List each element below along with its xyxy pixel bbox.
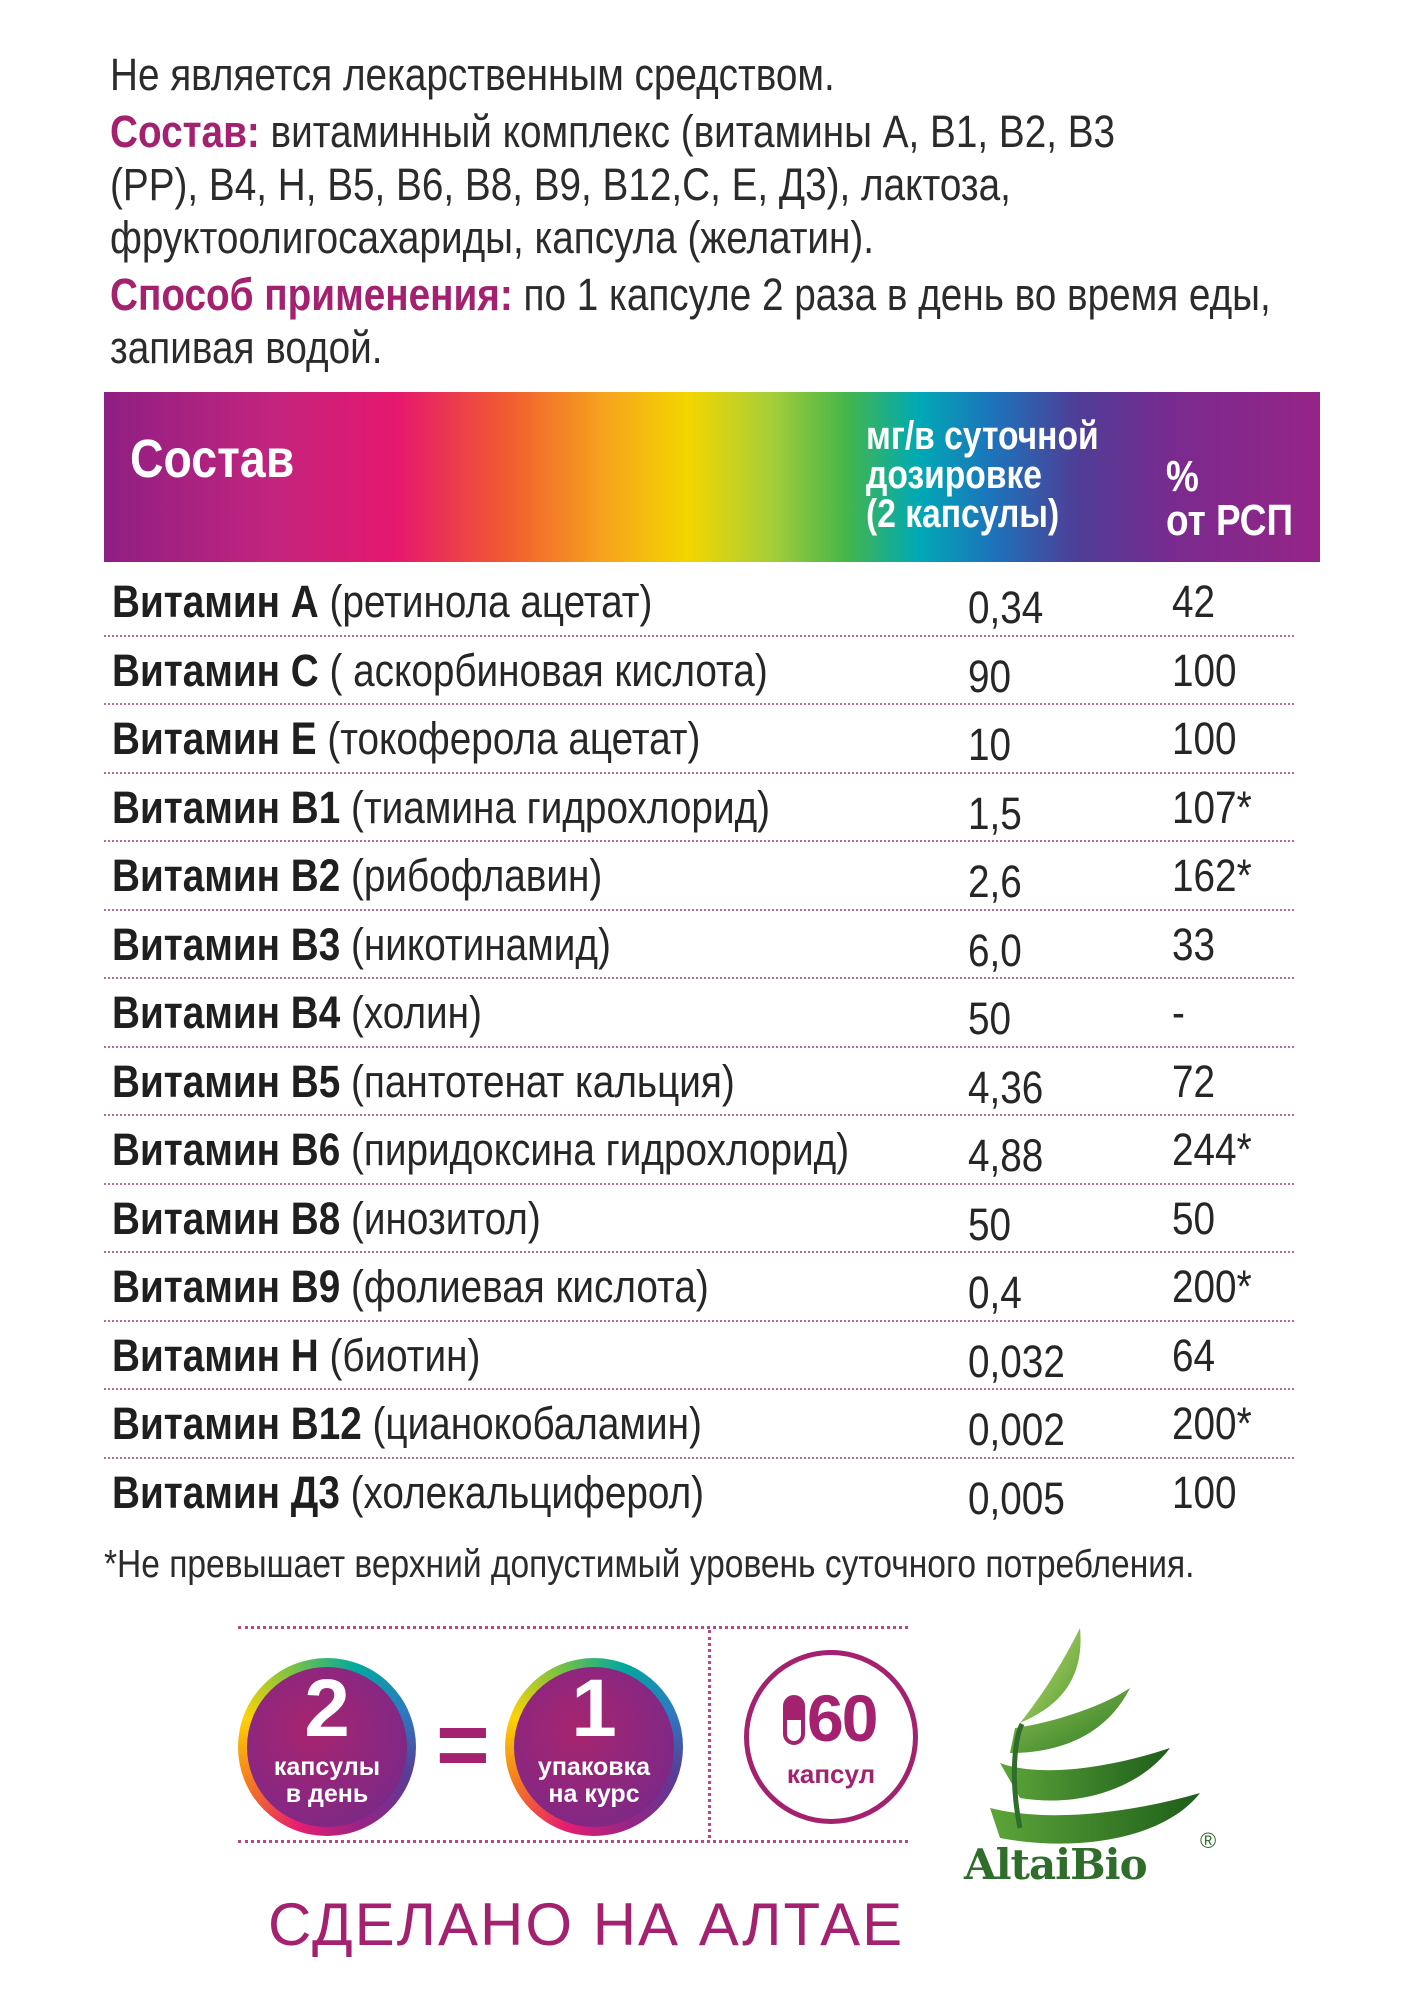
vitamin-form: (ретинола ацетат) (318, 576, 653, 627)
vitamin-form: (фолиевая кислота) (340, 1261, 709, 1312)
daily-dose-line: в день (285, 1780, 369, 1808)
vitamin-name: Витамин Е (112, 713, 317, 764)
vitamin-name: Витамин В4 (112, 987, 341, 1038)
intro-text (110, 48, 1350, 374)
dose-mg: 0,002 (968, 1404, 1065, 1455)
usage-line-2: запивая водой. (110, 322, 383, 373)
composition-label: Состав: (110, 106, 260, 157)
rsp-percent: 244* (1172, 1124, 1252, 1175)
usage-label: Способ применения: (110, 269, 513, 320)
vitamin-name: Витамин В6 (112, 1124, 341, 1175)
course-line: на курс (548, 1780, 640, 1808)
vitamin-name: Витамин В12 (112, 1398, 362, 1449)
dose-mg: 10 (968, 719, 1012, 770)
brand-name: AltaiBio (964, 1840, 1147, 1889)
table-row (104, 1048, 1294, 1117)
rsp-percent: 200* (1172, 1261, 1252, 1312)
vitamin-cell (112, 850, 602, 902)
header-mg-line: мг/в суточной (866, 414, 1099, 458)
table-row (104, 1253, 1294, 1322)
vitamin-name: Витамин В3 (112, 918, 341, 970)
capsule-icon (783, 1695, 805, 1745)
composition-text-1: витаминный комплекс (витамины А, В1, В2, В3 (270, 106, 1116, 157)
table-row (104, 1390, 1294, 1459)
vitamin-name: Витамин В9 (112, 1261, 341, 1312)
table-row (104, 1459, 1294, 1528)
header-mg-line: дозировке (866, 453, 1042, 497)
vitamin-form: (цианокобаламин) (361, 1398, 702, 1449)
table-row (104, 911, 1294, 980)
made-in-altai: СДЕЛАНО НА АЛТАЕ (268, 1891, 905, 1958)
dose-mg: 50 (968, 993, 1012, 1044)
vitamin-name: Витамин Н (112, 1329, 319, 1381)
divider (238, 1840, 908, 1843)
vitamin-form: (никотинамид) (340, 918, 611, 970)
table-row (104, 842, 1294, 911)
capsule-count-number: 60 (807, 1681, 877, 1755)
vitamin-name: Витамин В2 (112, 850, 341, 901)
table-row (104, 774, 1294, 843)
table-header (104, 392, 1320, 562)
course-text (505, 1754, 683, 1808)
capsule-count-label: капсул (786, 1759, 876, 1789)
dose-mg: 90 (968, 650, 1012, 702)
capsule-count-badge (744, 1650, 918, 1824)
vitamin-cell (112, 1398, 702, 1450)
vitamin-form: (рибофлавин) (340, 850, 603, 901)
vitamin-name: Витамин С (112, 644, 319, 696)
rsp-percent: 72 (1172, 1055, 1216, 1107)
table-row (104, 1116, 1294, 1185)
dose-mg: 6,0 (968, 924, 1022, 976)
table-row (104, 979, 1294, 1048)
header-mg-line: (2 капсулы) (866, 492, 1060, 536)
registered-mark: ® (1200, 1828, 1217, 1853)
table-row (104, 568, 1294, 637)
vitamin-name: Витамин А (112, 576, 319, 627)
composition-line-1 (110, 105, 1176, 158)
vitamin-form: (токоферола ацетат) (316, 713, 701, 764)
footnote: *Не превышает верхний допустимый уровень суточного потребления. (104, 1543, 1195, 1586)
daily-dose-number: 2 (304, 1663, 350, 1754)
usage-line-1 (110, 268, 1271, 321)
vitamin-name: Витамин Д3 (112, 1466, 340, 1518)
vitamin-cell (112, 1330, 480, 1382)
rsp-percent: 50 (1172, 1192, 1216, 1244)
vitamin-name: Витамин В5 (112, 1055, 341, 1107)
vitamin-cell (112, 713, 700, 765)
table-row (104, 1322, 1294, 1391)
divider (708, 1630, 711, 1838)
table-row (104, 705, 1294, 774)
dose-mg: 4,88 (968, 1130, 1044, 1181)
vitamin-form: (тиамина гидрохлорид) (340, 781, 771, 833)
dose-mg: 0,4 (968, 1267, 1022, 1318)
composition-line-2: (РР), В4, Н, В5, В6, В8, В9, В12,С, Е, Д3), лактоза, (110, 159, 1011, 210)
rsp-percent: 100 (1172, 1466, 1237, 1518)
vitamin-cell (112, 576, 652, 628)
rsp-percent: 33 (1172, 918, 1216, 970)
divider (238, 1626, 908, 1629)
vitamin-cell (112, 987, 482, 1039)
vitamin-name: Витамин В8 (112, 1192, 341, 1244)
usage-text-1: по 1 капсуле 2 раза в день во время еды, (523, 269, 1271, 320)
course-line: упаковка (537, 1753, 651, 1781)
header-pct-line: от РСП (1166, 496, 1294, 545)
vitamin-form: (пиридоксина гидрохлорид) (340, 1124, 850, 1175)
not-medicine-notice: Не является лекарственным средством. (110, 49, 835, 100)
table-row (104, 637, 1294, 706)
vitamin-form: (биотин) (318, 1329, 481, 1381)
vitamin-cell (112, 1261, 709, 1313)
rsp-percent: 42 (1172, 576, 1216, 627)
composition-line-3: фруктоолигосахариды, капсула (желатин). (110, 212, 875, 263)
rsp-percent: 107* (1172, 781, 1252, 833)
rsp-percent: 64 (1172, 1329, 1216, 1381)
vitamin-form: ( аскорбиновая кислота) (318, 644, 768, 696)
vitamin-form: (инозитол) (340, 1192, 541, 1244)
vitamin-name: Витамин В1 (112, 781, 341, 833)
header-pct-line: % (1166, 452, 1199, 501)
vitamin-form: (холин) (340, 987, 482, 1038)
vitamin-cell (112, 1467, 704, 1519)
vitamin-form: (холекальциферол) (339, 1466, 705, 1518)
table-row (104, 1185, 1294, 1254)
rsp-percent: 162* (1172, 850, 1252, 901)
vitamin-cell (112, 645, 768, 697)
header-name: Состав (130, 429, 295, 489)
vitamin-form: (пантотенат кальция) (340, 1055, 735, 1107)
dose-mg: 0,032 (968, 1335, 1065, 1387)
rsp-percent: 100 (1172, 713, 1237, 764)
vitamin-table (104, 568, 1294, 1527)
dose-mg: 0,005 (968, 1472, 1065, 1524)
course-badge (505, 1658, 683, 1836)
header-mg (866, 414, 1099, 536)
rsp-percent: 100 (1172, 644, 1237, 696)
header-pct (1166, 452, 1294, 545)
daily-dose-badge (238, 1658, 416, 1836)
daily-dose-text (238, 1754, 416, 1808)
equals-sign: = (436, 1694, 490, 1796)
vitamin-cell (112, 1056, 735, 1108)
course-number: 1 (571, 1663, 617, 1754)
rsp-percent: - (1172, 987, 1185, 1038)
dose-mg: 4,36 (968, 1061, 1044, 1113)
daily-dose-line: капсулы (273, 1753, 381, 1781)
dose-mg: 1,5 (968, 787, 1022, 839)
vitamin-cell (112, 919, 611, 971)
dose-mg: 2,6 (968, 856, 1022, 907)
vitamin-cell (112, 1124, 849, 1176)
dose-mg: 50 (968, 1198, 1012, 1250)
dose-mg: 0,34 (968, 582, 1044, 633)
rsp-percent: 200* (1172, 1398, 1252, 1449)
vitamin-cell (112, 782, 770, 834)
vitamin-cell (112, 1193, 541, 1245)
